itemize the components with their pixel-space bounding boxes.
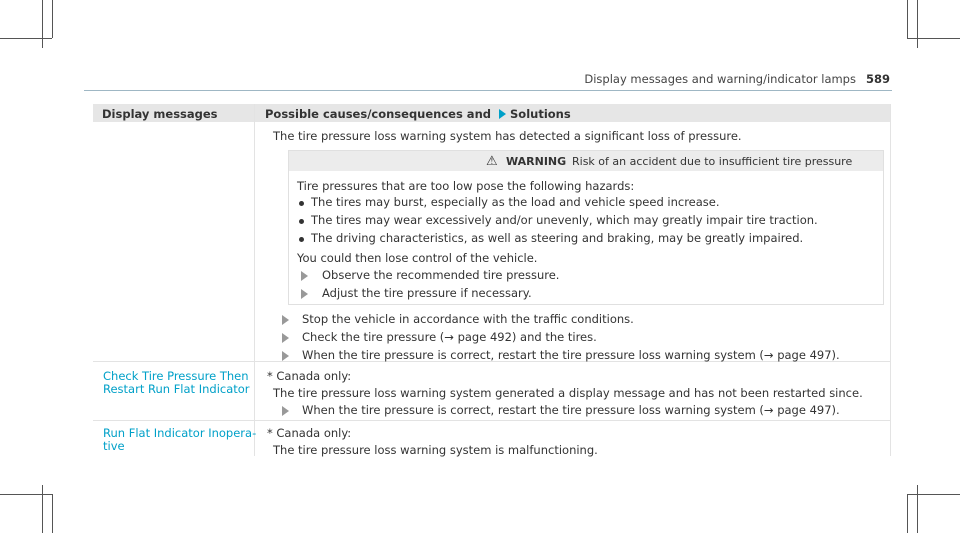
col2-header: Possible causes/consequences and Solutions bbox=[265, 107, 571, 121]
running-head bbox=[584, 72, 890, 86]
crop-mark bbox=[907, 0, 908, 38]
bullet-icon bbox=[299, 237, 304, 242]
canada-note: * Canada only: bbox=[267, 426, 352, 440]
crop-mark bbox=[917, 485, 918, 533]
row2-text: The tire pressure loss warning system generated a display message and has not been restarted since. bbox=[273, 386, 863, 400]
display-message-line2: Restart Run Flat Indicator bbox=[103, 382, 250, 396]
warning-bullet: The tires may wear excessively and/or unevenly, which may greatly impair tire traction. bbox=[311, 213, 818, 227]
warning-step: Adjust the tire pressure if necessary. bbox=[322, 286, 532, 300]
header-rule bbox=[84, 90, 892, 91]
warning-lead: Tire pressures that are too low pose the following hazards: bbox=[297, 179, 635, 193]
step-arrow-icon bbox=[301, 289, 308, 299]
bullet-icon bbox=[299, 219, 304, 224]
warning-triangle-icon: ⚠ bbox=[486, 154, 498, 169]
step-arrow-icon bbox=[301, 271, 308, 281]
row3-text: The tire pressure loss warning system is malfunctioning. bbox=[273, 443, 598, 457]
display-message-line1: Run Flat Indicator Inopera- bbox=[103, 426, 257, 440]
warning-header bbox=[289, 151, 883, 171]
warning-bullet: The driving characteristics, as well as steering and braking, may be greatly impaired. bbox=[311, 231, 804, 245]
crop-mark bbox=[0, 38, 52, 39]
crop-mark bbox=[907, 494, 960, 495]
step-arrow-icon bbox=[282, 406, 289, 416]
display-message-line2: tive bbox=[103, 439, 125, 453]
warning-consequence: You could then lose control of the vehicle. bbox=[297, 251, 538, 265]
page-number: 589 bbox=[865, 72, 890, 86]
crop-mark bbox=[42, 485, 43, 533]
crop-mark bbox=[42, 0, 43, 48]
table-border bbox=[890, 104, 891, 456]
warning-box bbox=[288, 150, 884, 305]
warning-bullet: The tires may burst, especially as the load and vehicle speed increase. bbox=[311, 195, 720, 209]
crop-mark bbox=[917, 0, 918, 48]
solution-arrow-icon bbox=[499, 109, 506, 119]
section-title: Display messages and warning/indicator lamps bbox=[584, 72, 856, 86]
warning-label: WARNING bbox=[506, 155, 567, 168]
row1-intro: The tire pressure loss warning system has detected a significant loss of pressure. bbox=[273, 129, 742, 143]
step-arrow-icon bbox=[282, 315, 289, 325]
crop-mark bbox=[52, 494, 53, 533]
step-arrow-icon bbox=[282, 333, 289, 343]
crop-mark bbox=[52, 0, 53, 38]
column-divider bbox=[254, 104, 255, 456]
crop-mark bbox=[907, 494, 908, 533]
canada-note: * Canada only: bbox=[267, 369, 352, 383]
row1-step: Stop the vehicle in accordance with the traffic conditions. bbox=[302, 312, 634, 326]
crop-mark bbox=[907, 38, 960, 39]
crop-mark bbox=[0, 494, 52, 495]
row2-step: When the tire pressure is correct, restart the tire pressure loss warning system (→ page 497). bbox=[302, 403, 840, 417]
row1-step: When the tire pressure is correct, restart the tire pressure loss warning system (→ page 497). bbox=[302, 348, 840, 362]
col1-header: Display messages bbox=[102, 107, 218, 121]
warning-step: Observe the recommended tire pressure. bbox=[322, 268, 560, 282]
warning-title: Risk of an accident due to insufficient tire pressure bbox=[572, 155, 853, 168]
step-arrow-icon bbox=[282, 351, 289, 361]
row-divider bbox=[93, 420, 890, 421]
table-header bbox=[93, 104, 890, 122]
bullet-icon bbox=[299, 201, 304, 206]
display-message-line1: Check Tire Pressure Then bbox=[103, 369, 249, 383]
row1-step: Check the tire pressure (→ page 492) and the tires. bbox=[302, 330, 597, 344]
